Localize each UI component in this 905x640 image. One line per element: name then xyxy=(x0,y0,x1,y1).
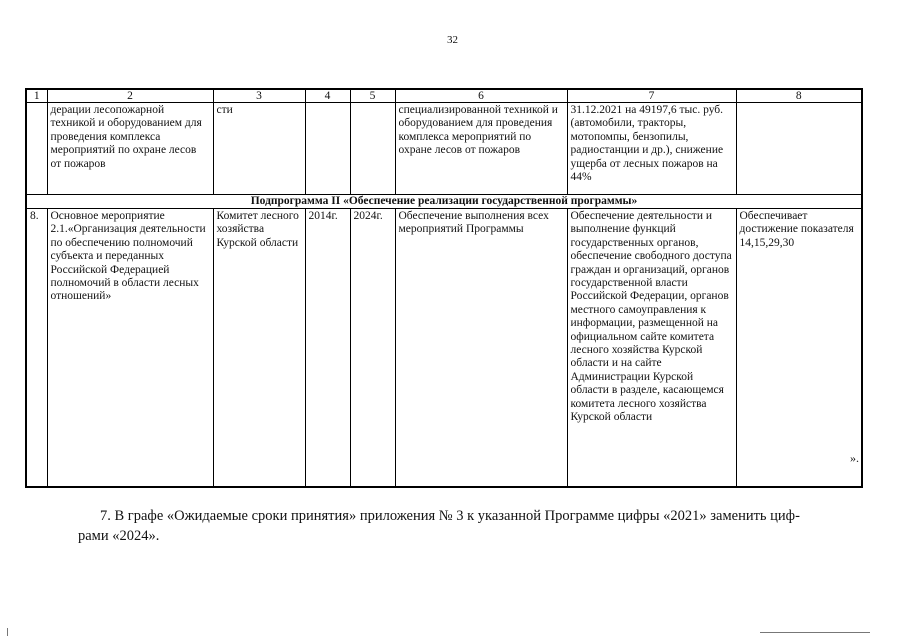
table-cell xyxy=(26,103,47,195)
column-number: 4 xyxy=(305,89,350,103)
program-table xyxy=(25,88,863,488)
table-cell: 2014г. xyxy=(305,209,350,487)
scan-mark xyxy=(7,628,8,636)
column-number: 6 xyxy=(395,89,567,103)
continued-row xyxy=(26,103,862,195)
table-cell: сти xyxy=(213,103,305,195)
column-number: 3 xyxy=(213,89,305,103)
table-cell xyxy=(736,103,862,195)
column-number: 8 xyxy=(736,89,862,103)
column-number: 7 xyxy=(567,89,736,103)
table-cell xyxy=(305,103,350,195)
paragraph-line: 7. В графе «Ожидаемые сроки принятия» приложения № 3 к указанной Программе цифры «2021» заменить циф- xyxy=(100,508,800,524)
table-row xyxy=(26,209,862,487)
table-cell: дерации лесопожарной техникой и оборудованием для проведения комплекса мероприятий по охране лесов от пожаров xyxy=(47,103,213,195)
table-cell: Комитет лесного хозяйства Курской области xyxy=(213,209,305,487)
table-cell: 2024г. xyxy=(350,209,395,487)
column-number: 2 xyxy=(47,89,213,103)
table-cell: 31.12.2021 на 49197,6 тыс. руб. (автомобили, тракторы, мотопомпы, бензопилы, радиостанции и др.), снижение ущерба от лесных пожаров на 44% xyxy=(567,103,736,195)
amendment-paragraph xyxy=(78,506,835,546)
page-number: 32 xyxy=(447,34,458,46)
table-cell: специализированной техникой и оборудованием для проведения комплекса мероприятий по охране лесов от пожаров xyxy=(395,103,567,195)
column-number: 5 xyxy=(350,89,395,103)
table-cell: Обеспечение выполнения всех мероприятий Программы xyxy=(395,209,567,487)
subprogram-title: Подпрограмма II «Обеспечение реализации государственной программы» xyxy=(26,195,862,209)
table-cell xyxy=(350,103,395,195)
column-number-row xyxy=(26,89,862,103)
row-number: 8. xyxy=(26,209,47,487)
table-cell: Обеспечивает достижение показателя 14,15,29,30 xyxy=(736,209,862,487)
subprogram-row xyxy=(26,195,862,209)
closing-quote: ». xyxy=(850,451,859,465)
footer-rule xyxy=(760,632,870,633)
table-cell: Основное мероприятие 2.1.«Организация деятельности по обеспечению полномочий субъекта и переданных Российской Федерацией полномочий в области лесных отношений» xyxy=(47,209,213,487)
table-cell: Обеспечение деятельности и выполнение функций государственных органов, обеспечение свободного доступа граждан и организаций, органов государственной власти Российской Федерации, органов местного самоуправления к информации, размещенной на официальном сайте комитета лесного хозяйства Курской области и на сайте Администрации Курской области в разделе, касающемся комитета лесного хозяйства Курской области xyxy=(567,209,736,487)
paragraph-line: рами «2024». xyxy=(78,528,160,544)
column-number: 1 xyxy=(26,89,47,103)
